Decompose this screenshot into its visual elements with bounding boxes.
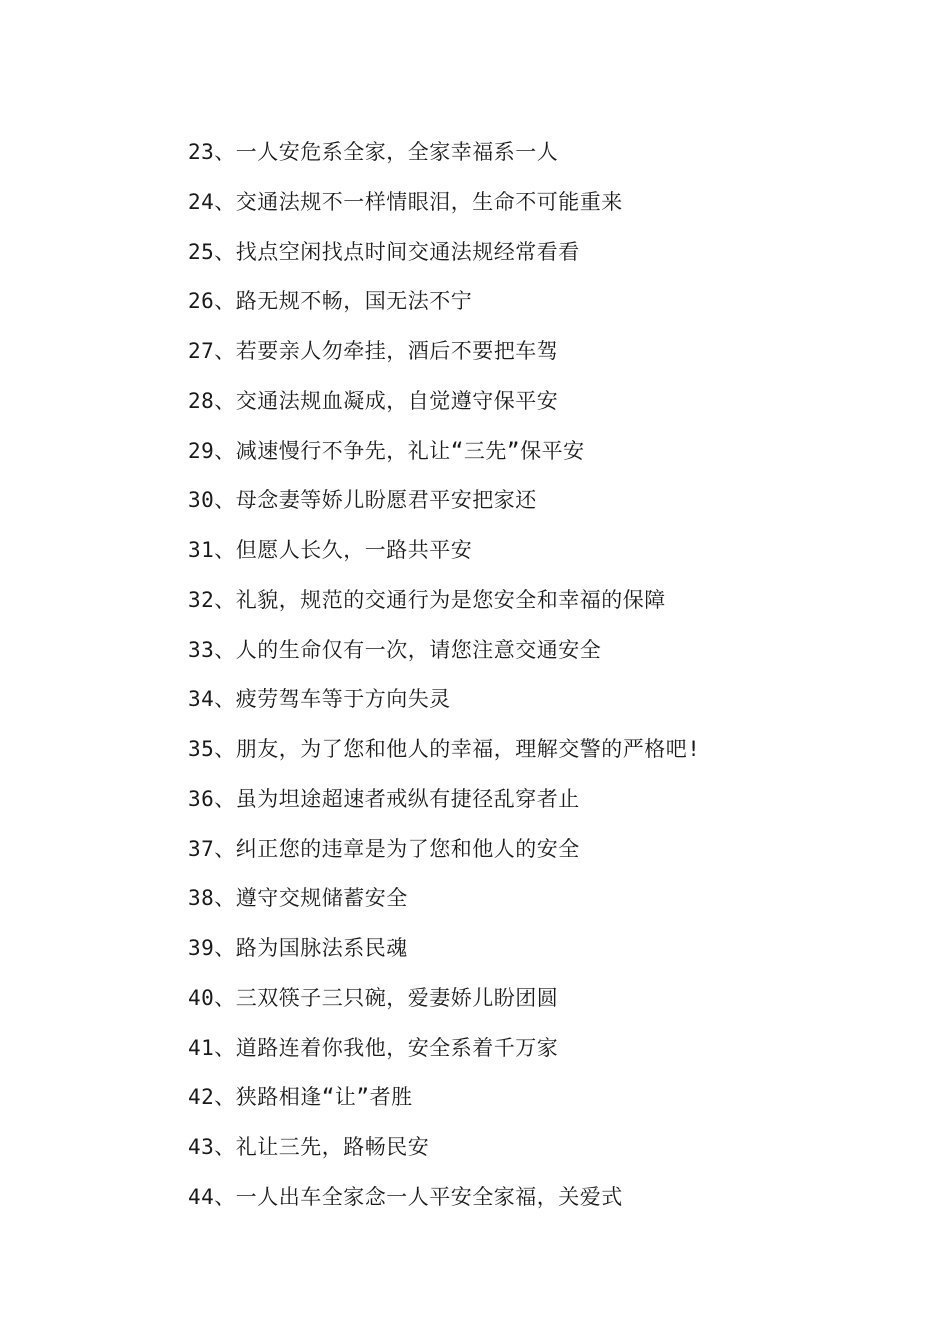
slogan-line: 37、纠正您的违章是为了您和他人的安全 [188,836,580,861]
slogan-line: 23、一人安危系全家，全家幸福系一人 [188,140,559,164]
slogan-line: 41、道路连着你我他，安全系着千万家 [188,1035,559,1060]
slogan-line: 42、狭路相逢“让”者胜 [188,1085,413,1110]
slogan-line: 24、交通法规不一样情眼泪，生命不可能重来 [188,189,623,214]
slogan-line: 35、朋友，为了您和他人的幸福，理解交警的严格吧! [188,737,701,761]
slogan-line: 39、路为国脉法系民魂 [188,936,408,960]
slogan-line: 43、礼让三先，路畅民安 [188,1135,430,1159]
slogan-line: 28、交通法规血凝成，自觉遵守保平安 [188,388,559,413]
slogan-line: 44、一人出车全家念一人平安全家福，关爱式 [188,1184,623,1209]
slogan-line: 30、母念妻等娇儿盼愿君平安把家还 [188,488,537,513]
slogan-line: 27、若要亲人勿牵挂，酒后不要把车驾 [188,339,559,363]
slogan-line: 26、路无规不畅，国无法不宁 [188,289,473,314]
slogan-line: 29、减速慢行不争先，礼让“三先”保平安 [188,438,585,463]
slogan-line: 25、找点空闲找点时间交通法规经常看看 [188,239,580,264]
slogan-line: 32、礼貌，规范的交通行为是您安全和幸福的保障 [188,587,666,612]
slogan-line: 40、三双筷子三只碗，爱妻娇儿盼团圆 [188,985,559,1010]
slogan-line: 38、遵守交规储蓄安全 [188,886,408,911]
slogan-line: 36、虽为坦途超速者戒纵有捷径乱穿者止 [188,786,580,811]
slogan-line: 33、人的生命仅有一次，请您注意交通安全 [188,637,602,662]
slogan-line: 31、但愿人长久，一路共平安 [188,538,473,562]
slogan-line: 34、疲劳驾车等于方向失灵 [188,687,451,712]
slogan-list [188,137,700,1232]
